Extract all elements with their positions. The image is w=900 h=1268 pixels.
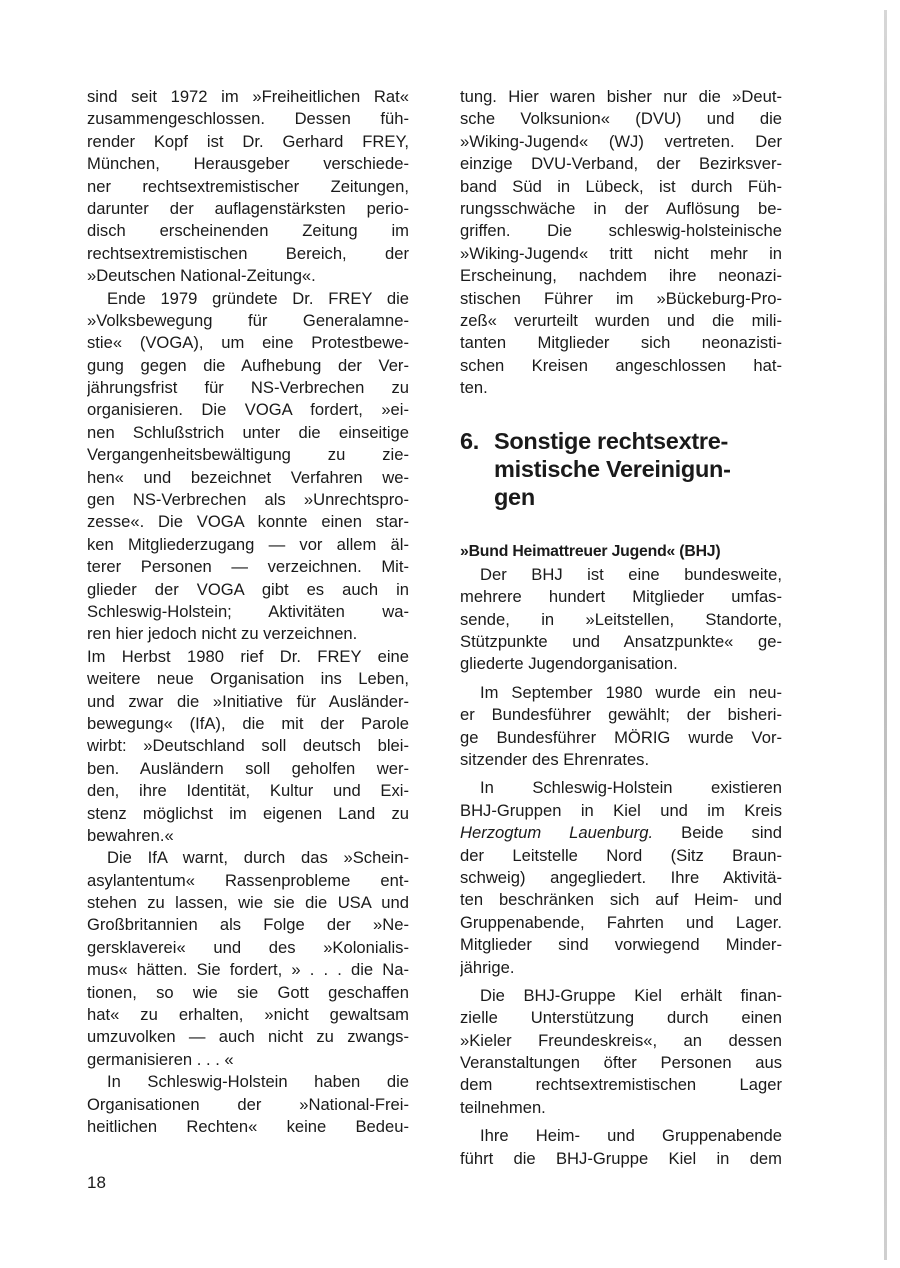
text-line: ten. bbox=[460, 378, 488, 398]
text-line: hat« zu erhalten, »nicht gewaltsam bbox=[87, 1005, 409, 1025]
text-line: ren hier jedoch nicht zu verzeichnen. bbox=[87, 624, 358, 644]
text-line: nen Schlußstrich unter die einseitige bbox=[87, 422, 409, 442]
text-line: ben. Ausländern soll geholfen wer- bbox=[87, 758, 409, 778]
text-line: Gruppenabende, Fahrten und Lager. bbox=[460, 912, 782, 932]
text-line: disch erscheinenden Zeitung im bbox=[87, 221, 409, 241]
text-line: Stützpunkte und Ansatzpunkte« ge- bbox=[460, 632, 782, 652]
text-line: Die IfA warnt, durch das »Schein- bbox=[107, 848, 409, 868]
text-line: ge Bundesführer MÖRIG wurde Vor- bbox=[460, 727, 782, 747]
text-line: Im Herbst 1980 rief Dr. FREY eine bbox=[87, 646, 409, 666]
section-heading-line: Sonstige rechtsextre- bbox=[494, 428, 729, 455]
text-line: mehrere hundert Mitglieder umfas- bbox=[460, 587, 782, 607]
text-line: Organisationen der »National-Frei- bbox=[87, 1094, 409, 1114]
scan-edge bbox=[884, 10, 887, 1260]
text-line: und zwar die »Initiative für Ausländer- bbox=[87, 691, 409, 711]
text-line: rungsschwäche in der Auflösung be- bbox=[460, 198, 782, 218]
text-line: Schleswig-Holstein; Aktivitäten wa- bbox=[87, 601, 409, 621]
text-line: zeß« verurteilt wurden und die mili- bbox=[460, 310, 782, 330]
text-line: München, Herausgeber verschiede- bbox=[87, 154, 409, 174]
text-line: teilnehmen. bbox=[460, 1097, 546, 1117]
text-line: sind seit 1972 im »Freiheitlichen Rat« bbox=[87, 87, 409, 106]
text-span: Beide sind bbox=[653, 823, 782, 843]
right-column bbox=[460, 86, 782, 1170]
text-line: render Kopf ist Dr. Gerhard FREY, bbox=[87, 131, 409, 151]
text-line: Ihre Heim- und Gruppenabende bbox=[480, 1126, 782, 1146]
page-number: 18 bbox=[87, 1173, 106, 1192]
text-line: bewegung« (IfA), die mit der Parole bbox=[87, 713, 409, 733]
text-line: sende, in »Leitstellen, Standorte, bbox=[460, 609, 782, 629]
text-line: Die BHJ-Gruppe Kiel erhält finan- bbox=[480, 985, 782, 1005]
text-line: »Wiking-Jugend« tritt nicht mehr in bbox=[460, 243, 782, 263]
text-line: den, ihre Identität, Kultur und Exi- bbox=[87, 781, 409, 801]
text-line: Der BHJ ist eine bundesweite, bbox=[480, 564, 782, 584]
text-line: tionen, so wie sie Gott geschaffen bbox=[87, 982, 409, 1002]
text-line: gliederte Jugendorganisation. bbox=[460, 654, 678, 674]
text-line bbox=[460, 822, 782, 844]
text-line: stie« (VOGA), um eine Protestbewe- bbox=[87, 333, 409, 353]
text-line: germanisieren . . . « bbox=[87, 1049, 234, 1069]
text-line: griffen. Die schleswig-holsteinische bbox=[460, 221, 782, 241]
text-line: zusammengeschlossen. Dessen füh- bbox=[87, 109, 409, 129]
text-line: wirbt: »Deutschland soll deutsch blei- bbox=[87, 736, 409, 756]
text-line: jährige. bbox=[460, 957, 515, 977]
text-line: führt die BHJ-Gruppe Kiel in dem bbox=[460, 1148, 782, 1168]
text-line: »Wiking-Jugend« (WJ) vertreten. Der bbox=[460, 131, 782, 151]
text-line: glieder der VOGA gibt es auch in bbox=[87, 579, 409, 599]
text-line: BHJ-Gruppen in Kiel und im Kreis bbox=[460, 800, 782, 820]
text-line: Vergangenheitsbewältigung zu zie- bbox=[87, 445, 409, 465]
text-line: organisieren. Die VOGA fordert, »ei- bbox=[87, 400, 409, 420]
text-line: hen« und bezeichnet Verfahren we- bbox=[87, 467, 409, 487]
text-line: Im September 1980 wurde ein neu- bbox=[480, 682, 782, 702]
text-line: ner rechtsextremistischer Zeitungen, bbox=[87, 176, 409, 196]
text-line: zesse«. Die VOGA konnte einen star- bbox=[87, 512, 409, 532]
text-line: jährungsfrist für NS-Verbrechen zu bbox=[87, 378, 409, 398]
section-number: 6. bbox=[460, 428, 479, 455]
text-line: gung gegen die Aufhebung der Ver- bbox=[87, 355, 409, 375]
text-line: heitlichen Rechten« keine Bedeu- bbox=[87, 1116, 409, 1136]
text-line: ken Mitgliederzugang — vor allem äl- bbox=[87, 534, 409, 554]
subheading: »Bund Heimattreuer Jugend« (BHJ) bbox=[460, 543, 721, 561]
text-line: umzuvolken — auch nicht zu zwangs- bbox=[87, 1027, 409, 1047]
text-line: weitere neue Organisation ins Leben, bbox=[87, 669, 409, 689]
text-line: der Leitstelle Nord (Sitz Braun- bbox=[460, 845, 782, 865]
text-line: stehen zu lassen, wie sie die USA und bbox=[87, 893, 409, 913]
section-heading bbox=[460, 427, 782, 511]
text-line: Ende 1979 gründete Dr. FREY die bbox=[107, 288, 409, 308]
text-line: tanten Mitglieder sich neonazisti- bbox=[460, 333, 782, 353]
section-heading-line: mistische Vereinigun- bbox=[494, 456, 731, 483]
text-line: gersklaverei« und des »Kolonialis- bbox=[87, 937, 409, 957]
italic-place-name: Herzogtum Lauenburg. bbox=[460, 823, 654, 843]
text-line: Großbritannien als Folge der »Ne- bbox=[87, 915, 409, 935]
text-line: gen NS-Verbrechen als »Unrechtspro- bbox=[87, 490, 409, 510]
text-line: schweig) angegliedert. Ihre Aktivitä- bbox=[460, 867, 782, 887]
text-line: stischen Führer im »Bückeburg-Pro- bbox=[460, 288, 782, 308]
text-line: stenz möglichst im eigenen Land zu bbox=[87, 803, 409, 823]
text-line: einzige DVU-Verband, der Bezirksver- bbox=[460, 154, 782, 174]
text-line: tung. Hier waren bisher nur die »Deut- bbox=[460, 87, 782, 106]
text-line: rechtsextremistischen Bereich, der bbox=[87, 243, 409, 263]
section-heading-line: gen bbox=[494, 484, 535, 511]
text-line: »Kieler Freundeskreis«, an dessen bbox=[460, 1030, 782, 1050]
text-line: sitzender des Ehrenrates. bbox=[460, 749, 650, 769]
text-line: Erscheinung, nachdem ihre neonazi- bbox=[460, 266, 782, 286]
text-line: »Deutschen National-Zeitung«. bbox=[87, 266, 316, 286]
text-line: asylantentum« Rassenprobleme ent- bbox=[87, 870, 409, 890]
text-line: darunter der auflagenstärksten perio- bbox=[87, 198, 409, 218]
text-line: zielle Unterstützung durch einen bbox=[460, 1008, 782, 1028]
text-line: er Bundesführer gewählt; der bisheri- bbox=[460, 705, 782, 725]
text-line: mus« hätten. Sie fordert, » . . . die Na- bbox=[87, 960, 409, 980]
text-line: Mitglieder sind vorwiegend Minder- bbox=[460, 935, 782, 955]
text-line: »Volksbewegung für Generalamne- bbox=[87, 310, 409, 330]
text-line: band Süd in Lübeck, ist durch Füh- bbox=[460, 176, 782, 196]
text-line: schen Kreisen angeschlossen hat- bbox=[460, 355, 782, 375]
text-line: sche Volksunion« (DVU) und die bbox=[460, 109, 782, 129]
text-line: bewahren.« bbox=[87, 825, 174, 845]
left-column bbox=[87, 86, 409, 1138]
text-line: ten beschränken sich auf Heim- und bbox=[460, 890, 782, 910]
text-line: dem rechtsextremistischen Lager bbox=[460, 1075, 782, 1095]
text-line: Veranstaltungen öfter Personen aus bbox=[460, 1053, 782, 1073]
text-line: In Schleswig-Holstein haben die bbox=[107, 1072, 409, 1092]
text-line: In Schleswig-Holstein existieren bbox=[480, 778, 782, 798]
text-line: terer Personen — verzeichnen. Mit- bbox=[87, 557, 409, 577]
